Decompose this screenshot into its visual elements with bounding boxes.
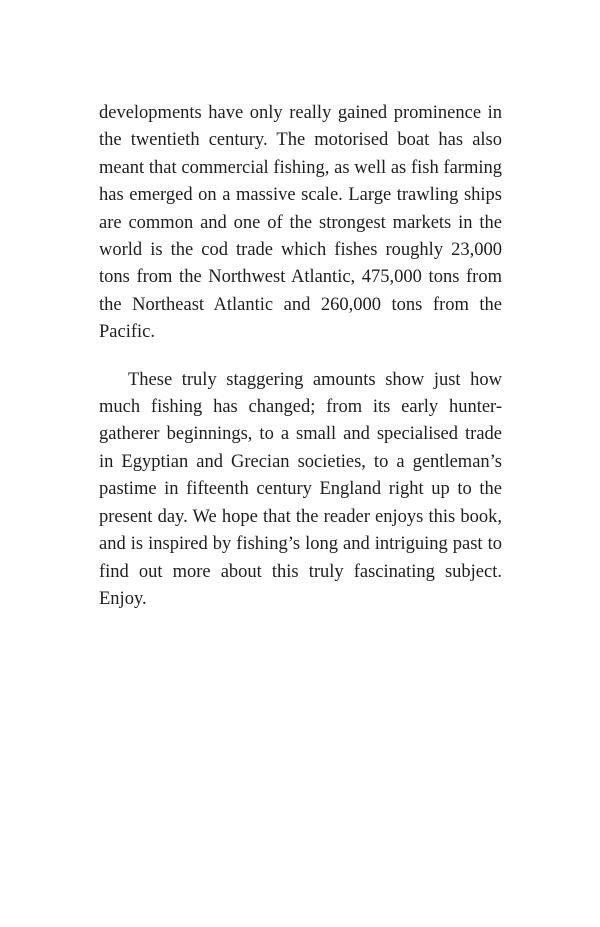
paragraph-cod-trade: developments have only really gained prominence in the twentieth century. The motorised boat has also meant that commercial fishing, as well as fish farming has emerged on a massive scale. Large trawling ships are common and one of the strongest markets in the world is the cod trade which fishes roughly 23,000 tons from the Northwest Atlantic, 475,000 tons from the Northeast Atlantic and 260,000 tons from the Pacific. xyxy=(99,103,502,343)
paragraph-conclusion: These truly staggering amounts show just how much fishing has changed; from its early hunter-gatherer beginnings, to a small and specialised trade in Egyptian and Grecian societies, to a gentleman’s pastime in fifteenth century England right up to the present day. We hope that the reader enjoys this book, and is inspired by fishing’s long and intriguing past to find out more about this truly fascinating subject. Enjoy. xyxy=(99,369,502,609)
body-text xyxy=(99,100,502,613)
